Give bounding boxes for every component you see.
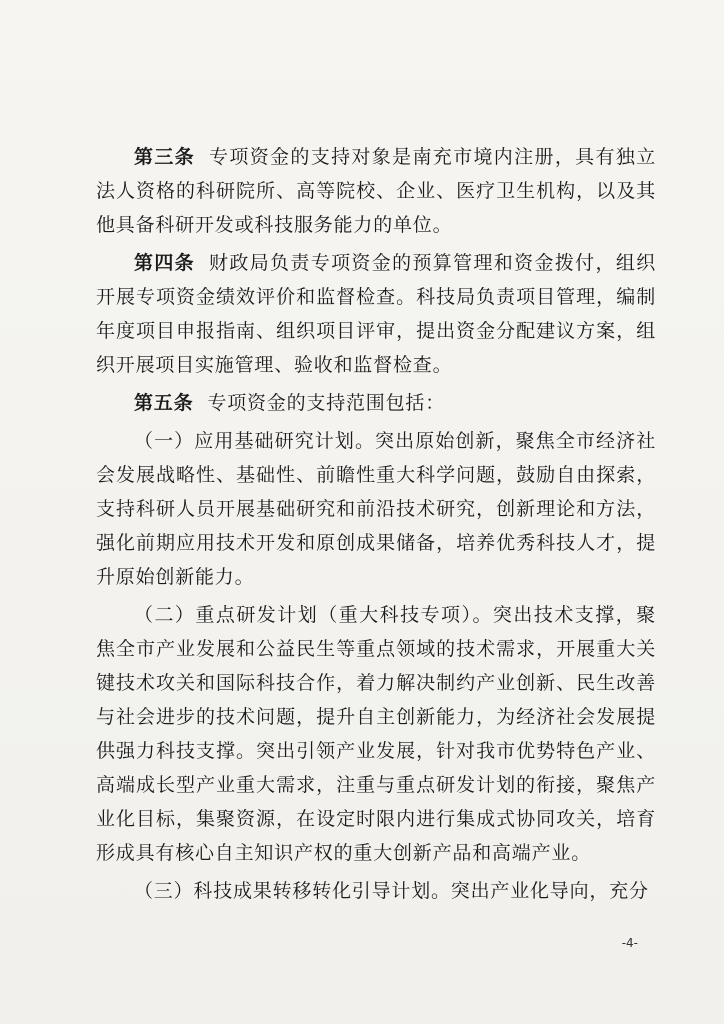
- document-body: [96, 140, 656, 912]
- article-3-label: 第三条: [134, 146, 196, 168]
- article-3-text: 专项资金的支持对象是南充市境内注册，具有独立法人资格的科研院所、高等院校、企业、医疗卫生机构，以及其他具备科研开发或科技服务能力的单位。: [96, 146, 656, 236]
- article-5-paragraph: [96, 386, 656, 420]
- item-1-paragraph: [96, 424, 656, 594]
- item-2-text: （二）重点研发计划（重大科技专项）。突出技术支撑，聚焦全市产业发展和公益民生等重点领域的技术需求，开展重大关键技术攻关和国际科技合作，着力解决制约产业创新、民生改善与社会进步的技术问题，提升自主创新能力，为经济社会发展提供强力科技支撑。突出引领产业发展，针对我市优势特色产业、高端成长型产业重大需求，注重与重点研发计划的衔接，聚焦产业化目标，集聚资源，在设定时限内进行集成式协同攻关，培育形成具有核心自主知识产权的重大创新产品和高端产业。: [96, 604, 656, 864]
- article-5-text: 专项资金的支持范围包括：: [207, 392, 446, 414]
- article-4-text: 财政局负责专项资金的预算管理和资金拨付，组织开展专项资金绩效评价和监督检查。科技局负责项目管理，编制年度项目申报指南、组织项目评审，提出资金分配建议方案，组织开展项目实施管理、验收和监督检查。: [96, 252, 656, 376]
- article-5-label: 第五条: [134, 392, 194, 414]
- item-2-paragraph: [96, 598, 656, 870]
- item-3-paragraph: [96, 874, 656, 908]
- item-1-text: （一）应用基础研究计划。突出原始创新，聚焦全市经济社会发展战略性、基础性、前瞻性重大科学问题，鼓励自由探索，支持科研人员开展基础研究和前沿技术研究，创新理论和方法，强化前期应用技术开发和原创成果储备，培养优秀科技人才，提升原始创新能力。: [96, 430, 656, 588]
- article-4-label: 第四条: [134, 252, 196, 274]
- item-3-text: （三）科技成果转移转化引导计划。突出产业化导向，充分: [134, 880, 649, 902]
- article-4-paragraph: [96, 246, 656, 382]
- article-3-paragraph: [96, 140, 656, 242]
- page-number: -4-: [621, 936, 638, 950]
